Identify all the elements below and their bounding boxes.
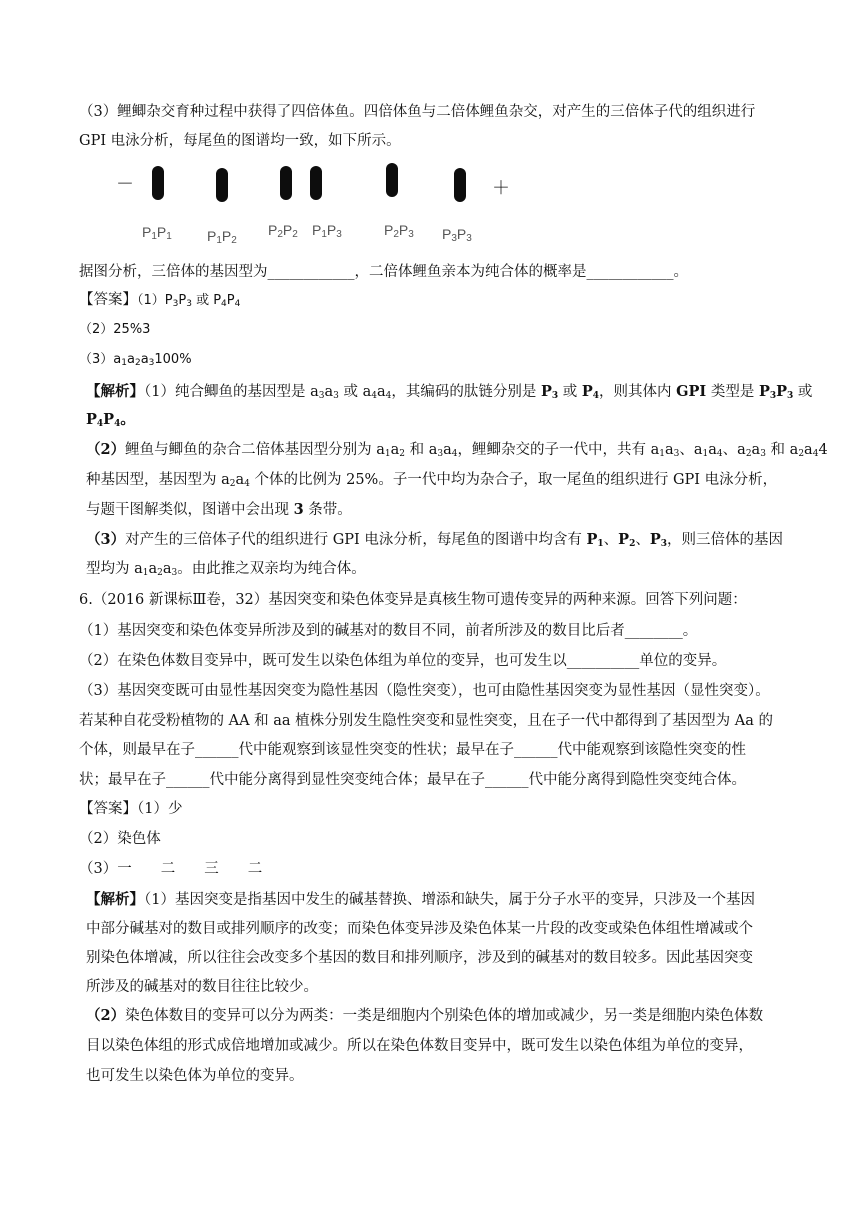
q6-line2: （1）基因突变和染色体变异所涉及到的碱基对的数目不同，前者所涉及的数目比后者________。 [79,623,698,639]
answer-block-2-line3: （3）一 二 三 二 [79,861,263,877]
answer-block-1-line1: 【答案】$(1)P_3P_3$ 或 $P_4P_4$ [79,292,241,309]
analysis-block-1-line6: （3）对产生的三倍体子代的组织进行 GPI 电泳分析，每尾鱼的图谱中均含有 $P_1$、$P_2$、$P_3$，则三倍体的基因 [86,531,784,549]
gel-band [216,168,228,202]
gel-band [454,168,466,202]
answer-block-2-line2: （2）染色体 [79,831,161,847]
analysis-block-2-line2: 中部分碱基对的数目或排列顺序的改变；而染色体变异涉及染色体某一片段的改变或染色体组性增减或个 [86,921,753,937]
analysis-block-2-line1 [86,890,755,910]
gel-lane-label: $P_1P_2$ [207,228,237,246]
gel-lane-label: $P_2P_3$ [384,222,414,240]
q6-line6: 个体，则最早在子______代中能观察到该显性突变的性状；最早在子______代中能观察到该隐性突变的性 [79,742,746,758]
answer-heading: 【答案】 [79,801,137,817]
gel-band [152,166,164,200]
q5-part3-line3: 据图分析，三倍体的基因型为____________，二倍体鲤鱼亲本为纯合体的概率是____________。 [79,264,688,280]
gel-band [386,163,398,197]
analysis-block-2-line5: （2）染色体数目的变异可以分为两类：一类是细胞内个别染色体的增加或减少，另一类是细胞内染色体数 [86,1007,764,1024]
answer-block-2-line1 [79,799,182,819]
analysis-block-2-line7: 也可发生以染色体为单位的变异。 [86,1068,304,1084]
answer-block-1-line3: $(3)a_1a_2a_3100\%$ [79,352,192,368]
gel-band [280,166,292,200]
gpi-electrophoresis-figure [112,160,512,250]
gel-lane-label: $P_1P_1$ [142,224,172,242]
analysis-2-part2-text: 染色体数目的变异可以分为两类：一类是细胞内个别染色体的增加或减少，另一类是细胞内染色体数 [125,1008,764,1024]
answer-2-part1: （1）少 [137,801,183,817]
analysis-block-1-line3: （2）鲤鱼与鲫鱼的杂合二倍体基因型分别为 $a_1a_2$ 和 $a_3a_4$，鲤鲫杂交的子一代中，共有 $a_1a_3$、$a_1a_4$、$a_2a_3$ 和 $a_2a_44$ [86,441,828,459]
q6-line1: 6.（2016 新课标Ⅲ卷，32）基因突变和染色体变异是真核生物可遗传变异的两种来源。回答下列问题： [79,592,747,608]
gel-lane-label: $P_3P_3$ [442,226,472,244]
analysis-heading: 【解析】 [86,383,144,400]
answer-heading: 【答案】 [79,292,137,308]
gel-lane-label: $P_1P_3$ [312,222,342,240]
analysis-2-text: （1）基因突变是指基因中发生的碱基替换、增添和缺失，属于分子水平的变异，只涉及一个基因 [144,892,755,908]
plus-pole-label: ＋ [492,178,510,198]
analysis-block-1-line7: 型均为 $a_1a_2a_3$。由此推之双亲均为纯合体。 [86,561,366,578]
answer-block-1-line2: （2）25%3 [79,322,151,337]
analysis-block-2-line6: 目以染色体组的形式成倍地增加或减少。所以在染色体数目变异中，既可发生以染色体组为单位的变异， [86,1038,753,1054]
analysis-block-1-line1: 【解析】（1）纯合鲫鱼的基因型是 $a_3a_3$ 或 $a_4a_4$，其编码的肽链分别是 $P_3$ 或 $P_4$，则其体内 GPI 类型是 $P_3P_3$ 或 [86,383,813,401]
q6-line7: 状；最早在子______代中能分离得到显性突变纯合体；最早在子______代中能分离得到隐性突变纯合体。 [79,772,746,788]
q6-line3: （2）在染色体数目变异中，既可发生以染色体组为单位的变异，也可发生以__________单位的变异。 [79,653,727,669]
analysis-block-2-line3: 别染色体增减，所以往往会改变多个基因的数目和排列顺序，涉及到的碱基对的数目较多。因此基因突变 [86,950,753,966]
gel-lane-label: $P_2P_2$ [268,222,298,240]
analysis-block-1-line2: $P_4P_4$。 [86,411,135,429]
q6-line4: （3）基因突变既可由显性基因突变为隐性基因（隐性突变），也可由隐性基因突变为显性基因（显性突变）。 [79,683,770,699]
analysis-block-1-line5: 与题干图解类似，图谱中会出现 3 条带。 [86,501,352,518]
minus-pole-label: － [116,174,134,194]
analysis-block-1-line4: 种基因型，基因型为 $a_2a_4$ 个体的比例为 25%。子一代中均为杂合子，取一尾鱼的组织进行 GPI 电泳分析， [86,472,778,489]
analysis-heading: 【解析】 [86,891,144,908]
gel-band [310,166,322,200]
q6-line5: 若某种自花受粉植物的 AA 和 aa 植株分别发生隐性突变和显性突变，且在子一代中都得到了基因型为 Aa 的 [79,713,773,729]
analysis-block-2-line4: 所涉及的碱基对的数目往往比较少。 [86,979,318,995]
q5-part3-line2: GPI 电泳分析，每尾鱼的图谱均一致，如下所示。 [79,133,401,149]
q5-part3-line1: （3）鲤鲫杂交育种过程中获得了四倍体鱼。四倍体鱼与二倍体鲤鱼杂交，对产生的三倍体子代的组织进行 [79,104,756,120]
